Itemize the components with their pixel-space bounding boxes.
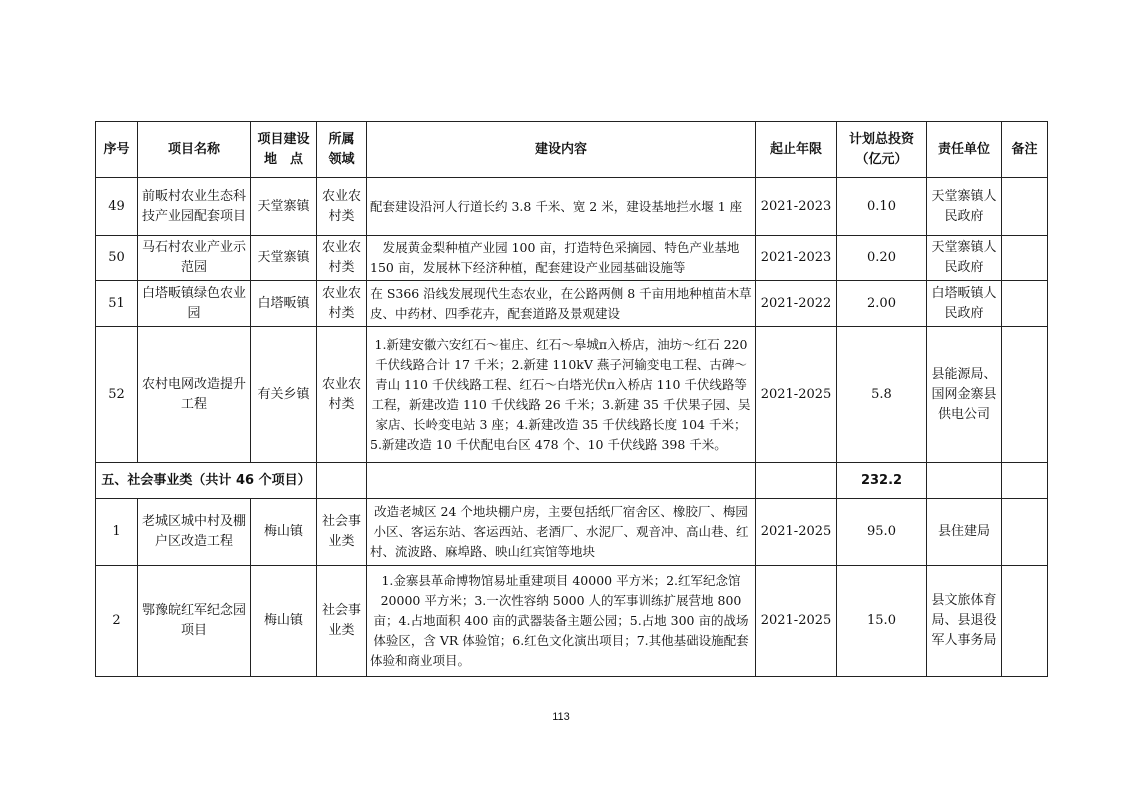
section-title: 五、社会事业类（共计 46 个项目） (96, 463, 317, 499)
table-row (96, 566, 1048, 677)
cell-content: 在 S366 沿线发展现代生态农业，在公路两侧 8 千亩用地种植苗木草皮、中药材、四季花卉，配套道路及景观建设 (367, 281, 756, 327)
cell-unit: 天堂寨镇人民政府 (927, 178, 1002, 236)
table-row (96, 499, 1048, 566)
cell-location: 天堂寨镇 (251, 178, 317, 236)
cell-no: 52 (96, 327, 138, 463)
section-investment: 232.2 (837, 463, 927, 499)
header-no: 序号 (96, 122, 138, 178)
header-location (251, 122, 317, 178)
cell-remark (1002, 499, 1048, 566)
cell-period: 2021-2022 (756, 281, 837, 327)
cell-investment: 95.0 (837, 499, 927, 566)
cell-name: 白塔畈镇绿色农业园 (138, 281, 251, 327)
table-row (96, 236, 1048, 281)
cell-remark (1002, 281, 1048, 327)
project-table (95, 121, 1048, 677)
cell-content: 1.新建安徽六安红石～崔庄、红石～皋城π入桥店，油坊～红石 220 千伏线路合计 17 千米；2.新建 110kV 燕子河输变电工程、古碑～青山 110 千伏线路工程、红石～白塔光伏π入桥店 110 千伏线路等工程，新建改造 110 千伏线路 26 千米；3.新建 35 千伏果子园、吴家店、长岭变电站 3 座；4.新建改造 35 千伏线路长度 104 千米；5.新建改造 10 千伏配电台区 478 个、10 千伏线路 398 千米。 (367, 327, 756, 463)
cell-remark (1002, 178, 1048, 236)
cell-period: 2021-2025 (756, 499, 837, 566)
cell-no: 49 (96, 178, 138, 236)
header-unit: 责任单位 (927, 122, 1002, 178)
section-empty-cell (367, 463, 756, 499)
header-row (96, 122, 1048, 178)
cell-name: 鄂豫皖红军纪念园项目 (138, 566, 251, 677)
cell-remark (1002, 327, 1048, 463)
cell-field: 社会事业类 (317, 499, 367, 566)
cell-period: 2021-2025 (756, 327, 837, 463)
cell-field: 农业农村类 (317, 236, 367, 281)
cell-unit: 县文旅体育局、县退役军人事务局 (927, 566, 1002, 677)
header-remark: 备注 (1002, 122, 1048, 178)
cell-period: 2021-2025 (756, 566, 837, 677)
cell-period: 2021-2023 (756, 178, 837, 236)
header-investment-line1: 计划总投资 (848, 131, 914, 147)
cell-investment: 15.0 (837, 566, 927, 677)
cell-name: 老城区城中村及棚户区改造工程 (138, 499, 251, 566)
cell-investment: 0.10 (837, 178, 927, 236)
cell-field: 社会事业类 (317, 566, 367, 677)
section-row (96, 463, 1048, 499)
cell-location: 天堂寨镇 (251, 236, 317, 281)
cell-period: 2021-2023 (756, 236, 837, 281)
cell-name: 农村电网改造提升工程 (138, 327, 251, 463)
cell-location: 梅山镇 (251, 566, 317, 677)
cell-field: 农业农村类 (317, 327, 367, 463)
header-period: 起止年限 (756, 122, 837, 178)
cell-unit: 县能源局、国网金寨县供电公司 (927, 327, 1002, 463)
header-content: 建设内容 (367, 122, 756, 178)
cell-name: 前畈村农业生态科技产业园配套项目 (138, 178, 251, 236)
page-number: 113 (552, 711, 570, 723)
cell-investment: 0.20 (837, 236, 927, 281)
cell-remark (1002, 236, 1048, 281)
header-investment-line2: （亿元） (855, 151, 908, 167)
cell-no: 51 (96, 281, 138, 327)
cell-unit: 县住建局 (927, 499, 1002, 566)
cell-location: 白塔畈镇 (251, 281, 317, 327)
cell-field: 农业农村类 (317, 281, 367, 327)
cell-no: 50 (96, 236, 138, 281)
cell-content: 1.金寨县革命博物馆易址重建项目 40000 平方米；2.红军纪念馆 20000 平方米；3.一次性容纳 5000 人的军事训练扩展营地 800 亩；4.占地面积 400 亩的武器装备主题公园；5.占地 300 亩的战场体验区，含 VR 体验馆；6.红色文化演出项目；7.其他基础设施配套体验和商业项目。 (367, 566, 756, 677)
section-empty-cell (927, 463, 1002, 499)
cell-no: 2 (96, 566, 138, 677)
section-empty-cell (317, 463, 367, 499)
cell-investment: 2.00 (837, 281, 927, 327)
cell-location: 有关乡镇 (251, 327, 317, 463)
cell-no: 1 (96, 499, 138, 566)
cell-field: 农业农村类 (317, 178, 367, 236)
cell-unit: 白塔畈镇人民政府 (927, 281, 1002, 327)
cell-content: 发展黄金梨种植产业园 100 亩，打造特色采摘园、特色产业基地 150 亩，发展林下经济种植，配套建设产业园基础设施等 (367, 236, 756, 281)
cell-location: 梅山镇 (251, 499, 317, 566)
header-location-line1: 项目建设 (257, 131, 310, 147)
header-field-line1: 所属 (328, 131, 355, 147)
table-row (96, 281, 1048, 327)
cell-content: 改造老城区 24 个地块棚户房，主要包括纸厂宿舍区、橡胶厂、梅园小区、客运东站、客运西站、老酒厂、水泥厂、观音冲、高山巷、红村、流波路、麻埠路、映山红宾馆等地块 (367, 499, 756, 566)
section-empty-cell (756, 463, 837, 499)
cell-content: 配套建设沿河人行道长约 3.8 千米、宽 2 米，建设基地拦水堰 1 座 (367, 178, 756, 236)
header-location-line2: 地 点 (263, 151, 303, 167)
table-row (96, 178, 1048, 236)
header-investment (837, 122, 927, 178)
cell-unit: 天堂寨镇人民政府 (927, 236, 1002, 281)
cell-remark (1002, 566, 1048, 677)
cell-name: 马石村农业产业示范园 (138, 236, 251, 281)
header-field-line2: 领域 (328, 151, 355, 167)
header-name: 项目名称 (138, 122, 251, 178)
table-row (96, 327, 1048, 463)
header-field (317, 122, 367, 178)
cell-investment: 5.8 (837, 327, 927, 463)
section-empty-cell (1002, 463, 1048, 499)
